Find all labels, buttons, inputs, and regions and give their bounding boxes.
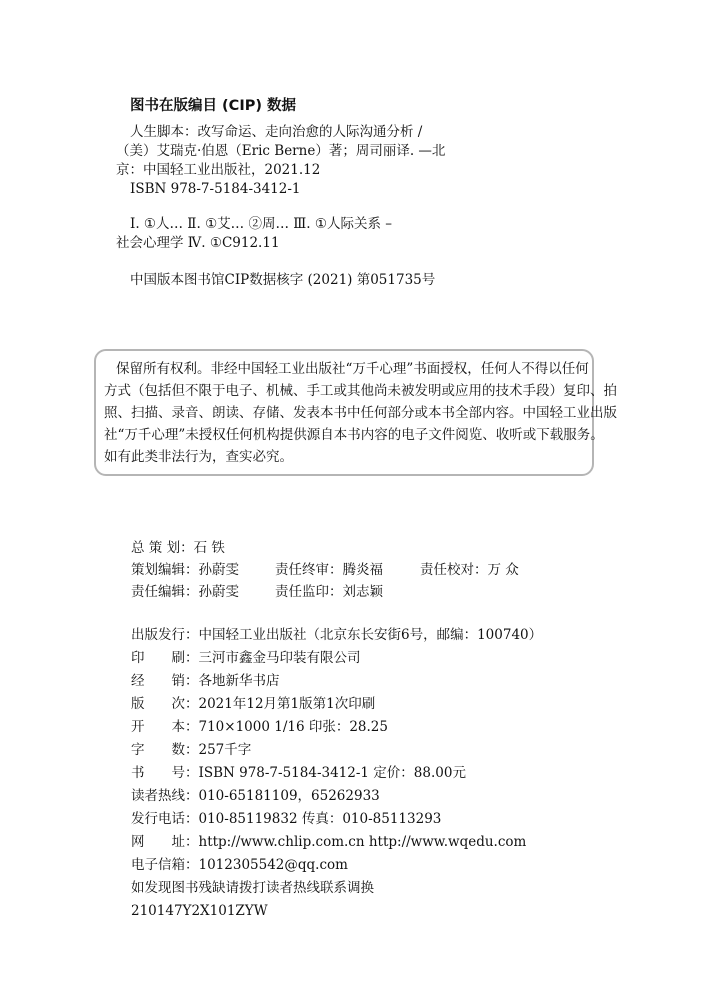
pub-row (131, 696, 375, 713)
pub-row (131, 788, 380, 805)
cip-line: 人生脚本：改写命运、走向治愈的人际沟通分析 / (130, 124, 423, 140)
print-supervisor-value: 刘志颖 (342, 584, 383, 600)
pub-value: 中国轻工业出版社（北京东长安街6号，邮编：100740） (198, 627, 543, 643)
pub-row (131, 857, 348, 874)
cip-classification: Ⅰ. ①人… Ⅱ. ①艾… ②周… Ⅲ. ①人际关系 – (130, 216, 392, 232)
chief-planner-row (131, 540, 225, 557)
chief-planner-value: 石 铁 (193, 540, 225, 556)
footer-notice: 如发现图书残缺请拨打读者热线联系调换 (131, 880, 374, 896)
pub-label: 书 号： (131, 765, 199, 781)
copyright-line: 方式（包括但不限于电子、机械、手工或其他尚未被发明或应用的技术手段）复印、拍 (104, 383, 617, 399)
pub-value: 710×1000 1/16 印张：28.25 (198, 719, 388, 735)
pub-row (131, 627, 542, 644)
pub-value: ISBN 978-7-5184-3412-1 定价：88.00元 (198, 765, 466, 781)
pub-label: 开 本： (131, 719, 199, 735)
pub-value: http://www.chlip.com.cn http://www.wqedu.com (198, 834, 527, 850)
pub-value: 各地新华书店 (198, 673, 280, 689)
final-reviewer-row (275, 562, 383, 579)
pub-label: 版 次： (131, 696, 199, 712)
pub-row (131, 811, 441, 828)
responsible-editor-row (131, 584, 239, 601)
pub-label: 字 数： (131, 742, 199, 758)
print-supervisor-row (275, 584, 383, 601)
pub-value: 010-85119832 传真：010-85113293 (198, 811, 442, 827)
pub-label: 出版发行： (131, 627, 199, 643)
pub-label: 发行电话： (131, 811, 199, 827)
pub-label: 电子信箱： (131, 857, 199, 873)
copyright-notice-box (94, 349, 617, 476)
copyright-line: 照、扫描、录音、朗读、存储、发表本书中任何部分或本书全部内容。中国轻工业出版 (104, 405, 617, 421)
pub-value: 2021年12月第1版第1次印刷 (198, 696, 376, 712)
copyright-line: 保留所有权利。非经中国轻工业出版社“万千心理”书面授权，任何人不得以任何 (116, 361, 589, 377)
responsible-editor-label: 责任编辑： (131, 584, 199, 600)
pub-label: 经 销： (131, 673, 199, 689)
planning-editor-value: 孙蔚雯 (198, 562, 239, 578)
cip-line: 京：中国轻工业出版社，2021.12 (116, 162, 321, 178)
pub-label: 印 刷： (131, 650, 199, 666)
cip-isbn: ISBN 978-7-5184-3412-1 (130, 181, 301, 197)
cip-title: 图书在版编目 (CIP) 数据 (130, 98, 297, 114)
chief-planner-label: 总 策 划： (131, 540, 194, 556)
planning-editor-row (131, 562, 239, 579)
cip-verification: 中国版本图书馆CIP数据核字 (2021) 第051735号 (130, 272, 436, 288)
pub-row (131, 719, 388, 736)
cip-line: （美）艾瑞克·伯恩（Eric Berne）著；周司丽译. —北 (116, 143, 446, 159)
final-reviewer-value: 腾炎福 (342, 562, 383, 578)
copyright-line: 如有此类非法行为，查实必究。 (104, 449, 293, 465)
proofreader-label: 责任校对： (420, 562, 488, 578)
pub-label: 读者热线： (131, 788, 199, 804)
proofreader-value: 万 众 (487, 562, 519, 578)
pub-row (131, 742, 251, 759)
print-supervisor-label: 责任监印： (275, 584, 343, 600)
proofreader-row (420, 562, 519, 579)
cip-classification: 社会心理学 Ⅳ. ①C912.11 (116, 235, 280, 251)
planning-editor-label: 策划编辑： (131, 562, 199, 578)
print-code: 210147Y2X101ZYW (131, 903, 268, 919)
pub-value: 010-65181109，65262933 (198, 788, 380, 804)
final-reviewer-label: 责任终审： (275, 562, 343, 578)
pub-row (131, 673, 280, 690)
copyright-line: 社“万千心理”未授权任何机构提供源自本书内容的电子文件阅览、收听或下载服务。 (104, 427, 604, 443)
pub-value: 257千字 (198, 742, 252, 758)
pub-value: 三河市鑫金马印装有限公司 (198, 650, 361, 666)
pub-row (131, 765, 466, 782)
responsible-editor-value: 孙蔚雯 (198, 584, 239, 600)
pub-label: 网 址： (131, 834, 199, 850)
pub-value: 1012305542@qq.com (198, 857, 348, 873)
pub-row (131, 834, 526, 851)
pub-row (131, 650, 361, 667)
